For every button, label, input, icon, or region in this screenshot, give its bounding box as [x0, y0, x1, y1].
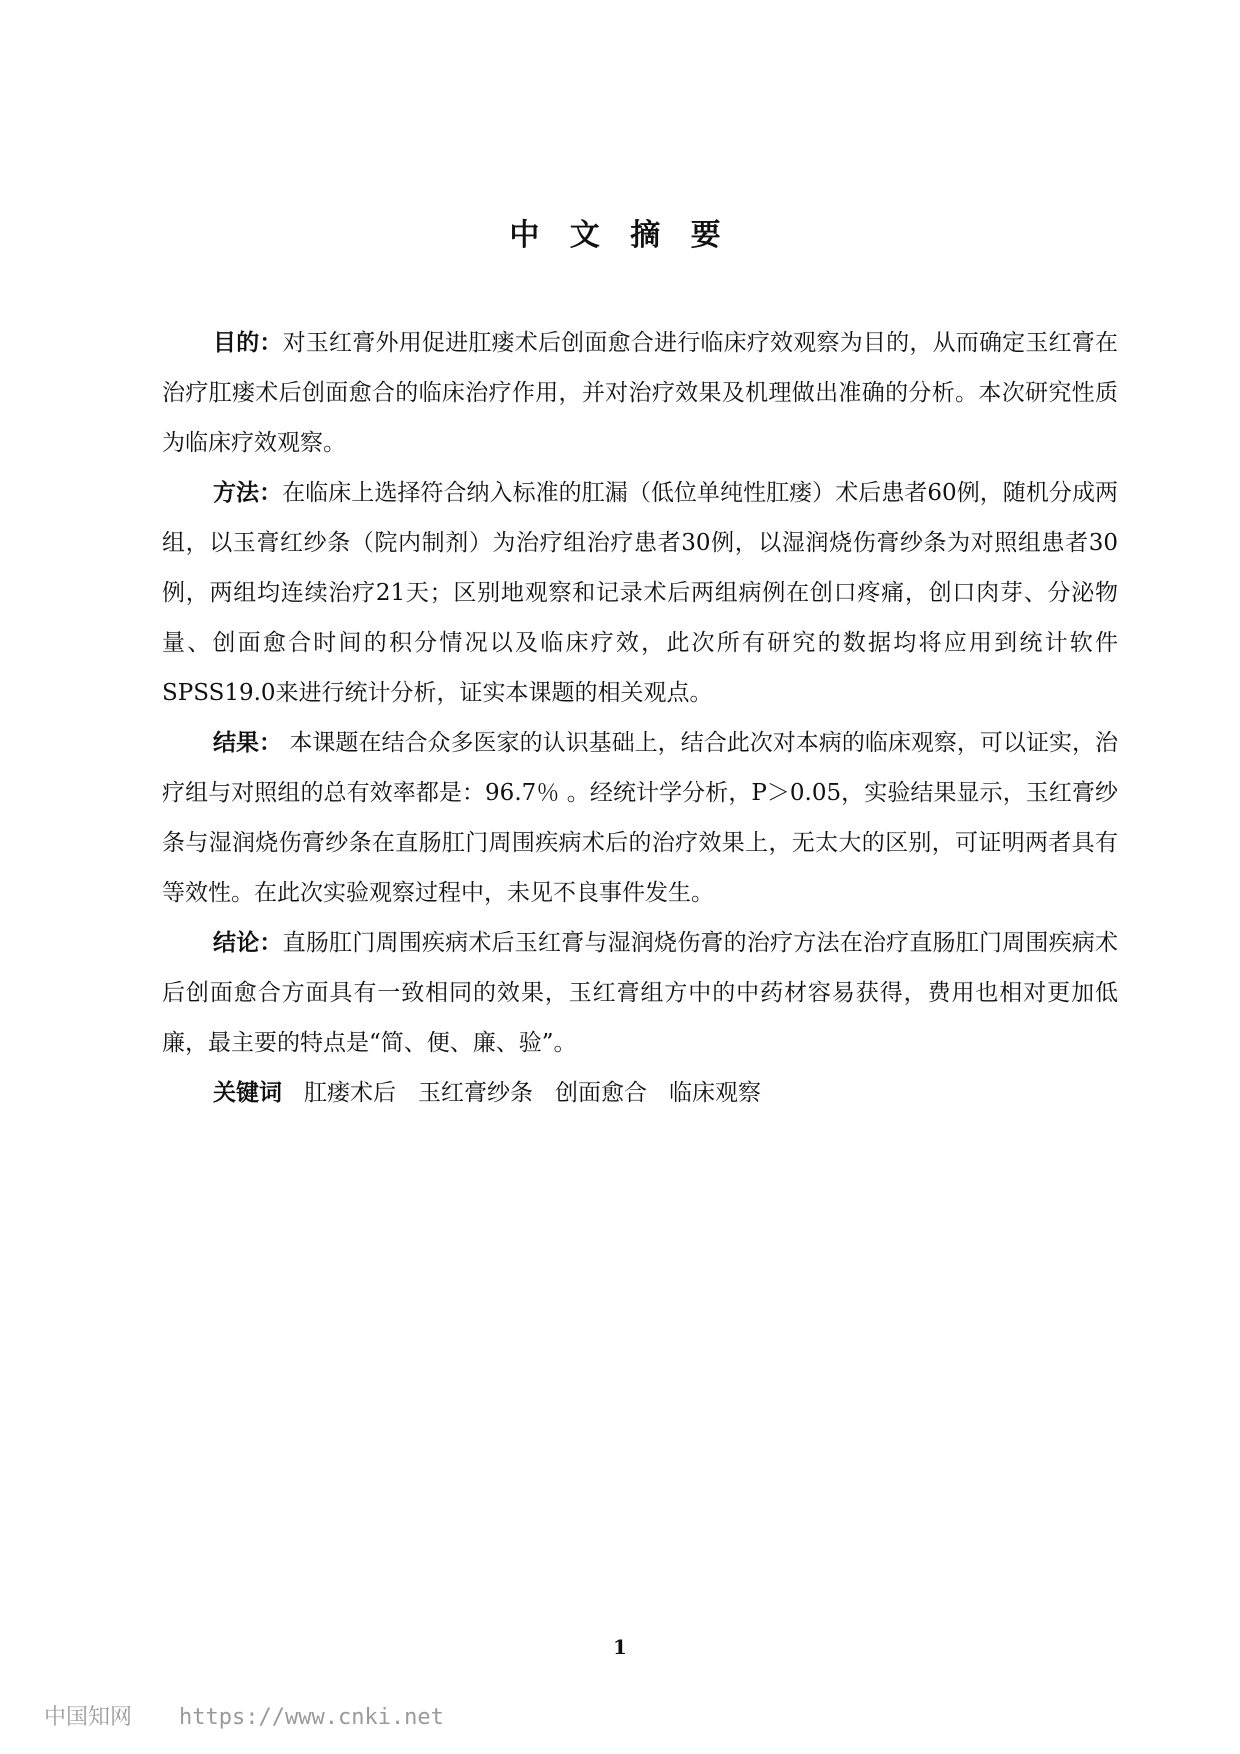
cnki-logo-text: 中国知网 [44, 1705, 133, 1730]
keyword-item: 临床观察 [669, 1080, 761, 1106]
section-purpose-text: 对玉红膏外用促进肛瘘术后创面愈合进行临床疗效观察为目的，从而确定玉红膏在治疗肛瘘术后创面愈合的临床治疗作用，并对治疗效果及机理做出准确的分析。本次研究性质为临床疗效观察。 [162, 330, 1119, 456]
keyword-item: 玉红膏纱条 [418, 1080, 533, 1106]
section-result-text: 本课题在结合众多医家的认识基础上，结合此次对本病的临床观察，可以证实，治疗组与对照组的总有效率都是：96.7％ 。经统计学分析，P＞0.05，实验结果显示，玉红膏纱条与湿润烧伤膏纱条在直肠肛门周围疾病术后的治疗效果上，无太大的区别，可证明两者具有等效性。在此次实验观察过程中，未见不良事件发生。 [162, 730, 1119, 906]
footer-watermark [44, 1700, 444, 1731]
keywords-line [162, 1068, 1118, 1118]
section-conclusion [162, 918, 1118, 1068]
page-number: 1 [613, 1635, 627, 1659]
section-method-text: 在临床上选择符合纳入标准的肛漏（低位单纯性肛瘘）术后患者60例，随机分成两组，以玉膏红纱条（院内制剂）为治疗组治疗患者30例，以湿润烧伤膏纱条为对照组患者30例，两组均连续治疗21天；区别地观察和记录术后两组病例在创口疼痛，创口肉芽、分泌物量、创面愈合时间的积分情况以及临床疗效，此次所有研究的数据均将应用到统计软件SPSS19.0来进行统计分析，证实本课题的相关观点。 [162, 480, 1118, 706]
keyword-item: 肛瘘术后 [304, 1080, 396, 1106]
page-title: 中 文 摘 要 [509, 218, 731, 253]
section-method-label: 方法： [213, 479, 283, 506]
section-purpose-label: 目的： [213, 329, 283, 356]
section-result-label: 结果： [213, 729, 283, 756]
footer-url: https://www.cnki.net [179, 1705, 444, 1730]
keyword-item: 创面愈合 [555, 1080, 647, 1106]
section-result [162, 718, 1118, 918]
section-method [162, 468, 1118, 718]
section-conclusion-text: 直肠肛门周围疾病术后玉红膏与湿润烧伤膏的治疗方法在治疗直肠肛门周围疾病术后创面愈合方面具有一致相同的效果，玉红膏组方中的中药材容易获得，费用也相对更加低廉，最主要的特点是“简、便、廉、验”。 [162, 930, 1119, 1056]
keywords-label: 关键词 [213, 1079, 282, 1106]
section-conclusion-label: 结论： [213, 929, 283, 956]
abstract-body [162, 318, 1118, 1118]
section-purpose [162, 318, 1118, 468]
